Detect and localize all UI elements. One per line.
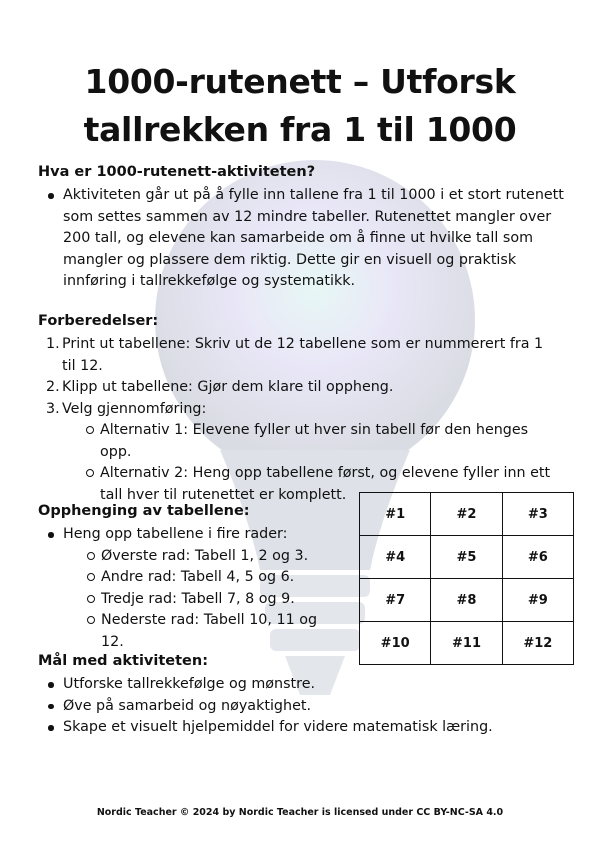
grid-cell: #6 <box>502 536 573 579</box>
grid-cell: #10 <box>360 622 431 665</box>
step-text: Print ut tabellene: Skriv ut de 12 tabellene som er nummerert fra 1 til 12. <box>62 336 544 374</box>
grid-cell: #7 <box>360 579 431 622</box>
grid-row <box>360 579 574 622</box>
about-heading: Hva er 1000-rutenett-aktiviteten? <box>38 164 316 180</box>
hanging-rows <box>63 546 340 654</box>
step-number: 1. <box>46 336 60 352</box>
step-text: Klipp ut tabellene: Gjør dem klare til oppheng. <box>62 379 394 395</box>
grid-cell: #8 <box>431 579 502 622</box>
grid-row <box>360 493 574 536</box>
table-layout-grid <box>359 492 574 665</box>
hanging-list <box>40 524 340 653</box>
grid-row <box>360 622 574 665</box>
step-text: Velg gjennomføring: <box>62 400 207 417</box>
page-title <box>40 58 560 154</box>
grid-cell: #9 <box>502 579 573 622</box>
grid-cell: #5 <box>431 536 502 579</box>
grid-row <box>360 536 574 579</box>
grid-cell: #1 <box>360 493 431 536</box>
row-item: Øverste rad: Tabell 1, 2 og 3. <box>63 546 340 568</box>
prep-heading: Forberedelser: <box>38 313 159 329</box>
title-line-2: tallrekken fra 1 til 1000 <box>83 110 517 149</box>
grid-cell: #11 <box>431 622 502 665</box>
prep-step <box>40 334 560 377</box>
grid-cell: #12 <box>502 622 573 665</box>
goal-item: Øve på samarbeid og nøyaktighet. <box>40 696 565 718</box>
license-footer: Nordic Teacher © 2024 by Nordic Teacher is licensed under CC BY-NC-SA 4.0 <box>96 807 504 818</box>
title-line-1: 1000-rutenett – Utforsk <box>84 62 516 101</box>
grid-cell: #2 <box>431 493 502 536</box>
grid-cell: #4 <box>360 536 431 579</box>
goals-heading: Mål med aktiviteten: <box>38 653 209 669</box>
alternative-item: Alternativ 2: Heng opp tabellene først, og elevene fyller inn ett tall hver til rutenettet er komplett. <box>62 463 560 506</box>
row-item: Andre rad: Tabell 4, 5 og 6. <box>63 567 340 589</box>
grid-cell: #3 <box>502 493 573 536</box>
row-item: Tredje rad: Tabell 7, 8 og 9. <box>63 589 340 611</box>
hanging-heading: Opphenging av tabellene: <box>38 503 250 519</box>
about-text: Aktiviteten går ut på å fylle inn tallene fra 1 til 1000 i et stort rutenett som settes sammen av 12 mindre tabeller. Rutenettet mangler over 200 tall, og elevene kan samarbeide om å finne ut hvilke tall som mangler og plassere dem riktig. Dette gir en visuell og praktisk innføring i tallrekkefølge og systematikk. <box>40 185 565 293</box>
prep-step <box>40 377 560 399</box>
about-list <box>40 185 565 293</box>
hanging-intro-text: Heng opp tabellene i fire rader: <box>63 526 288 542</box>
goal-item: Utforske tallrekkefølge og mønstre. <box>40 674 565 696</box>
row-item: Nederste rad: Tabell 10, 11 og 12. <box>63 610 340 653</box>
step-number: 2. <box>46 379 60 395</box>
goals-list <box>40 674 565 739</box>
alternative-item: Alternativ 1: Elevene fyller ut hver sin tabell før den henges opp. <box>62 420 560 463</box>
goal-item: Skape et visuelt hjelpemiddel for videre matematisk læring. <box>40 717 565 739</box>
prep-steps <box>40 334 560 506</box>
prep-step <box>40 399 560 507</box>
step-number: 3. <box>46 400 60 417</box>
hanging-intro <box>40 524 340 653</box>
